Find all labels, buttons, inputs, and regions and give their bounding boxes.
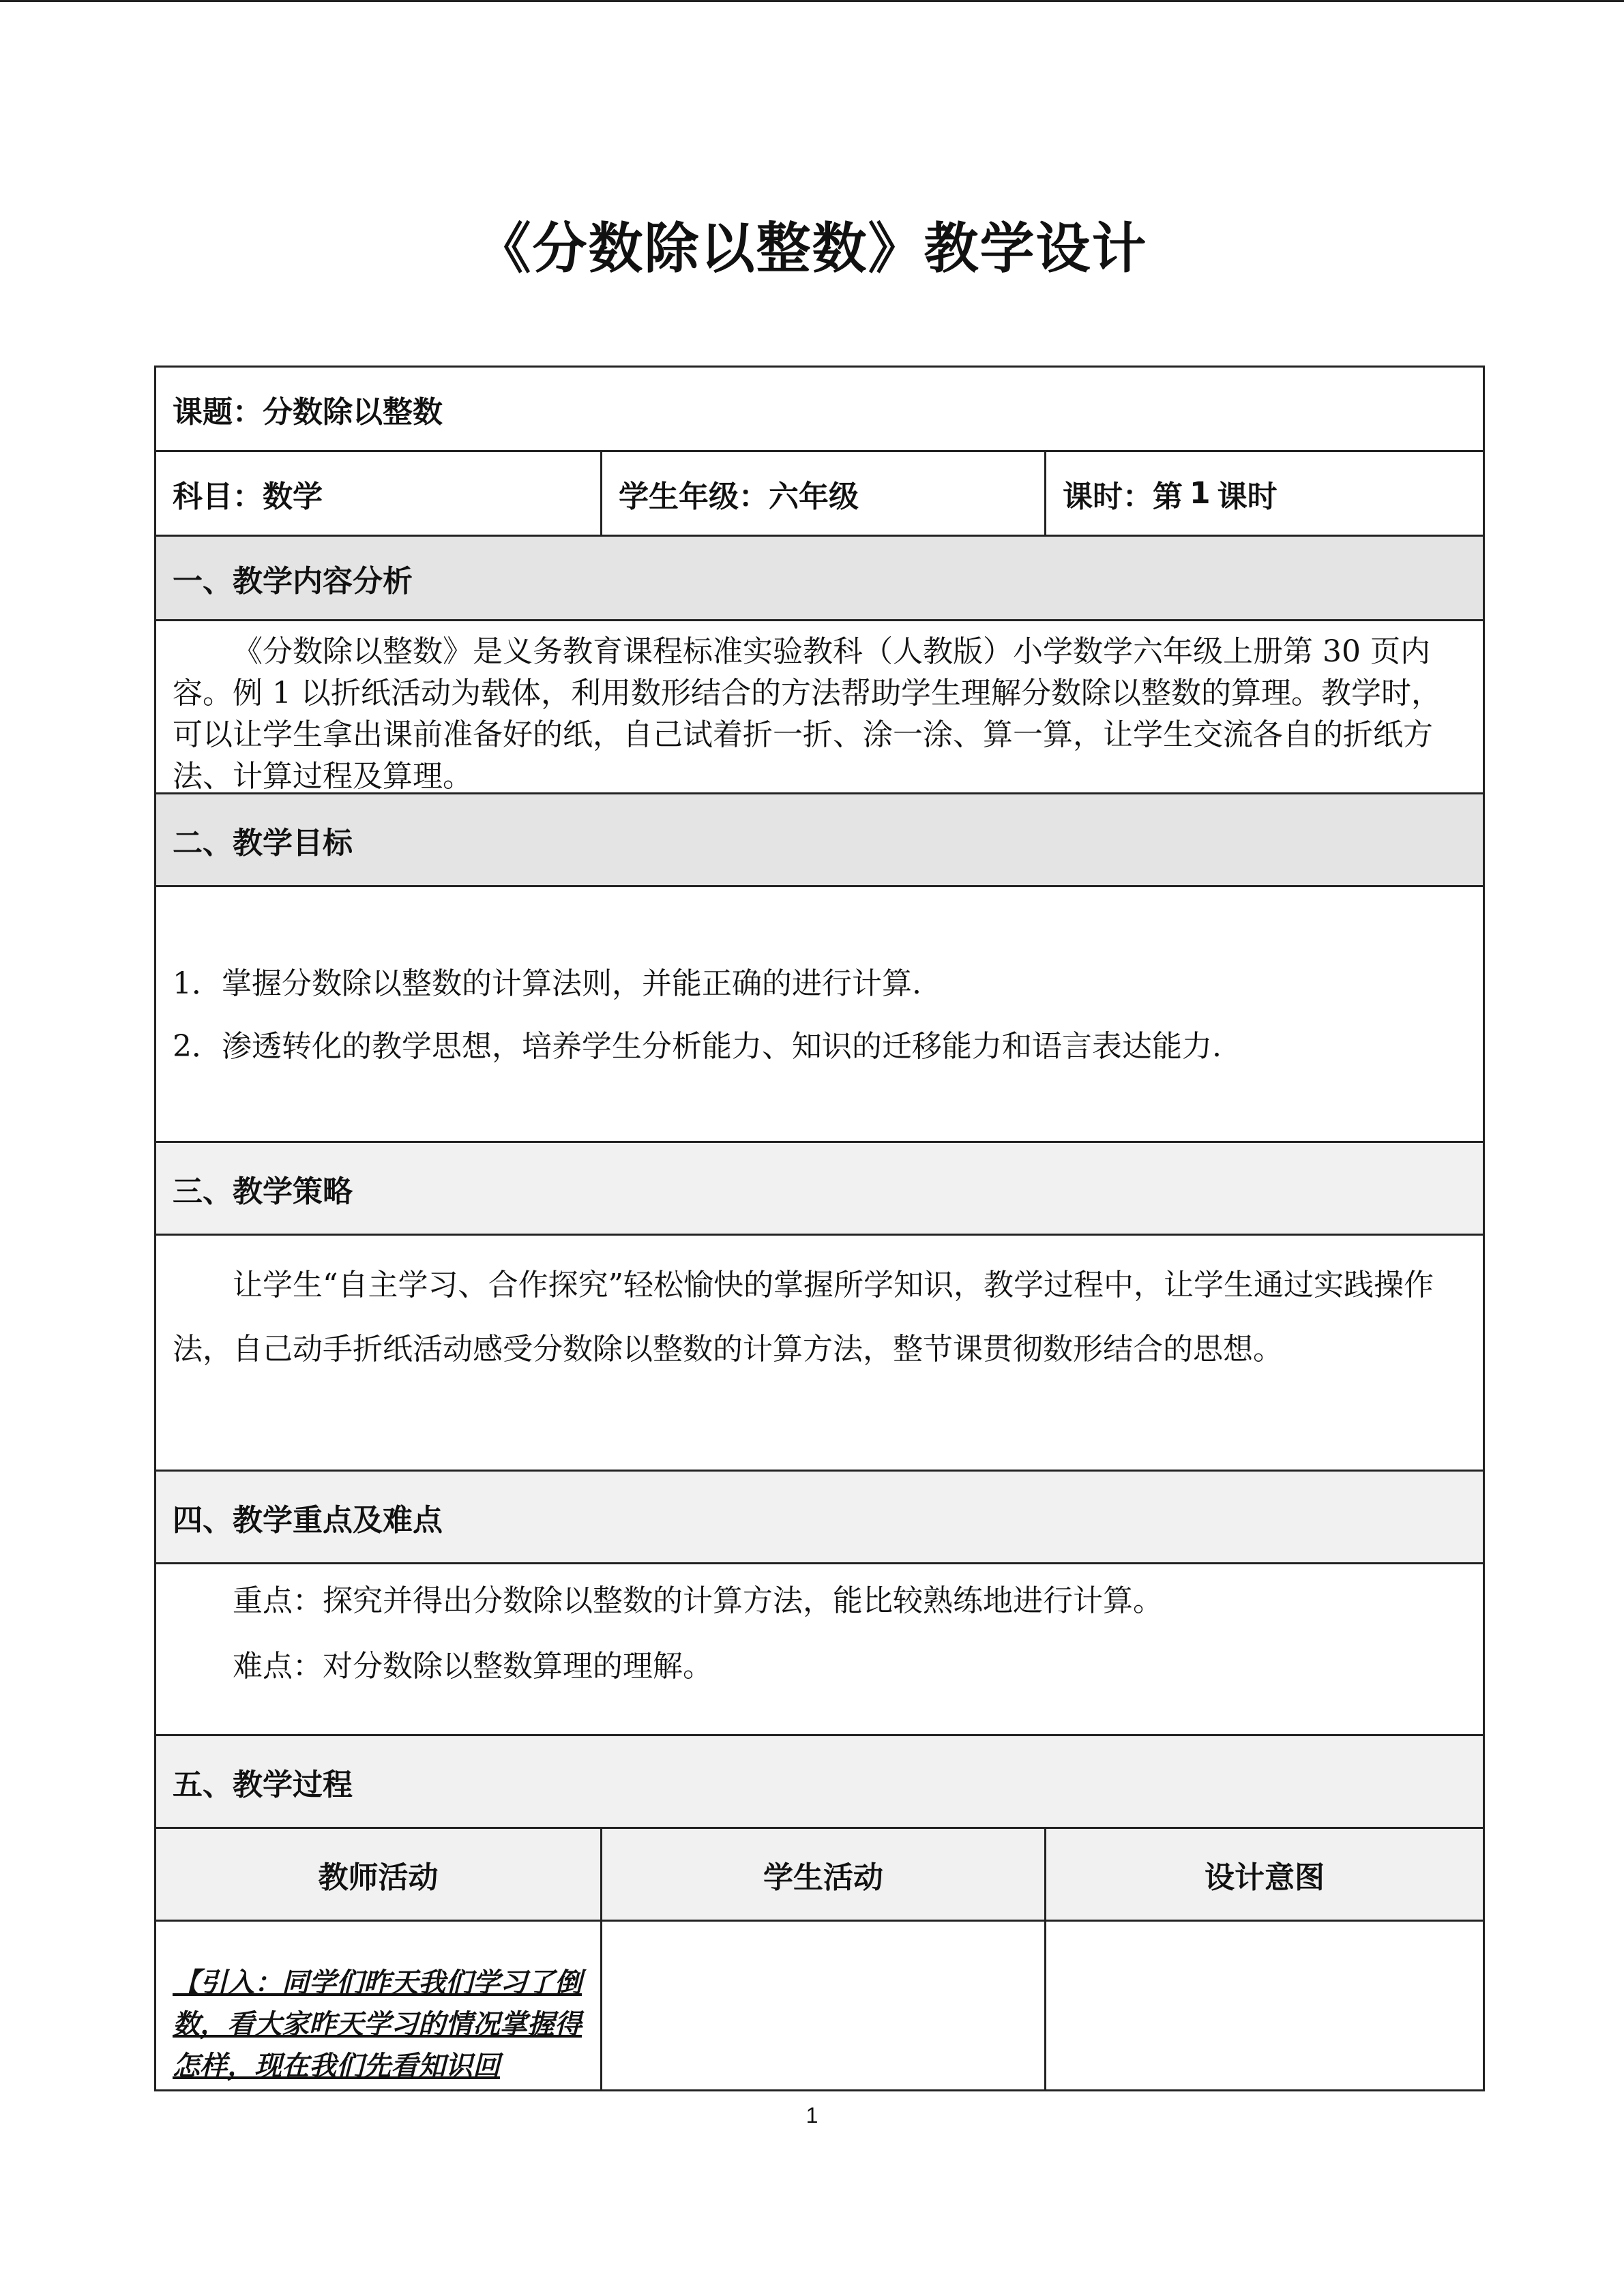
student-activity-cell (600, 1922, 1044, 2089)
goals-heading: 二、教学目标 (173, 825, 353, 861)
top-border-line (0, 0, 1624, 2)
process-heading-row (154, 1734, 1485, 1827)
teacher-intro-text: 【引入：同学们昨天我们学习了倒数，看大家昨天学习的情况掌握得怎样，现在我们先看知识回 (173, 1967, 582, 2082)
key-heading: 四、教学重点及难点 (173, 1502, 443, 1538)
strategy-text: 让学生“自主学习、合作探究”轻松愉快的掌握所学知识，教学过程中，让学生通过实践操作法，自己动手折纸活动感受分数除以整数的计算方法，整节课贯彻数形结合的思想。 (173, 1268, 1434, 1367)
period-unit: 课时 (1217, 479, 1278, 514)
difficulty-point: 难点：对分数除以整数算理的理解。 (233, 1649, 713, 1684)
period-cell (1044, 452, 1483, 535)
key-points (156, 1564, 1483, 1734)
subject-cell: 科目：数学 (173, 479, 323, 514)
col-design-intent: 设计意图 (1044, 1829, 1483, 1920)
period-number: 1 (1190, 476, 1211, 511)
col-student-activity: 学生活动 (600, 1829, 1044, 1920)
strategy-body-row (154, 1234, 1485, 1470)
page-number: 1 (806, 2103, 818, 2128)
lesson-plan-table (154, 366, 1485, 2091)
strategy-heading: 三、教学策略 (173, 1174, 353, 1209)
info-row (154, 450, 1485, 535)
process-columns-row (154, 1827, 1485, 1920)
key-body-row (154, 1562, 1485, 1734)
strategy-heading-row (154, 1141, 1485, 1234)
analysis-heading-row (154, 535, 1485, 619)
period-label: 课时：第 (1063, 479, 1183, 514)
document-title: 《分数除以整数》教学设计 (476, 217, 1148, 280)
key-point: 重点：探究并得出分数除以整数的计算方法，能比较熟练地进行计算。 (233, 1583, 1163, 1618)
design-intent-cell (1044, 1922, 1483, 2089)
goals-list (156, 887, 1483, 1141)
topic-cell: 课题：分数除以整数 (173, 394, 443, 430)
goal-item-2: 2．渗透转化的教学思想，培养学生分析能力、知识的迁移能力和语言表达能力. (173, 1029, 1222, 1064)
key-heading-row (154, 1470, 1485, 1562)
col-teacher-activity: 教师活动 (318, 1860, 439, 1895)
goals-heading-row (154, 792, 1485, 885)
process-body-row (154, 1920, 1485, 2091)
process-heading: 五、教学过程 (173, 1767, 353, 1802)
grade-cell: 学生年级：六年级 (600, 452, 1044, 535)
goal-item-1: 1．掌握分数除以整数的计算法则，并能正确的进行计算. (173, 966, 921, 1001)
analysis-text: 《分数除以整数》是义务教育课程标准实验教科（人教版）小学数学六年级上册第 30 页内容。例 1 以折纸活动为载体，利用数形结合的方法帮助学生理解分数除以整数的算理。教学时，可以让学生拿出课前准备好的纸，自己试着折一折、涂一涂、算一算，让学生交流各自的折纸方法、计算过程及算理。 (173, 634, 1441, 794)
analysis-body-row (154, 619, 1485, 792)
goals-body-row (154, 885, 1485, 1141)
topic-row (154, 366, 1485, 450)
analysis-heading: 一、教学内容分析 (173, 563, 413, 599)
